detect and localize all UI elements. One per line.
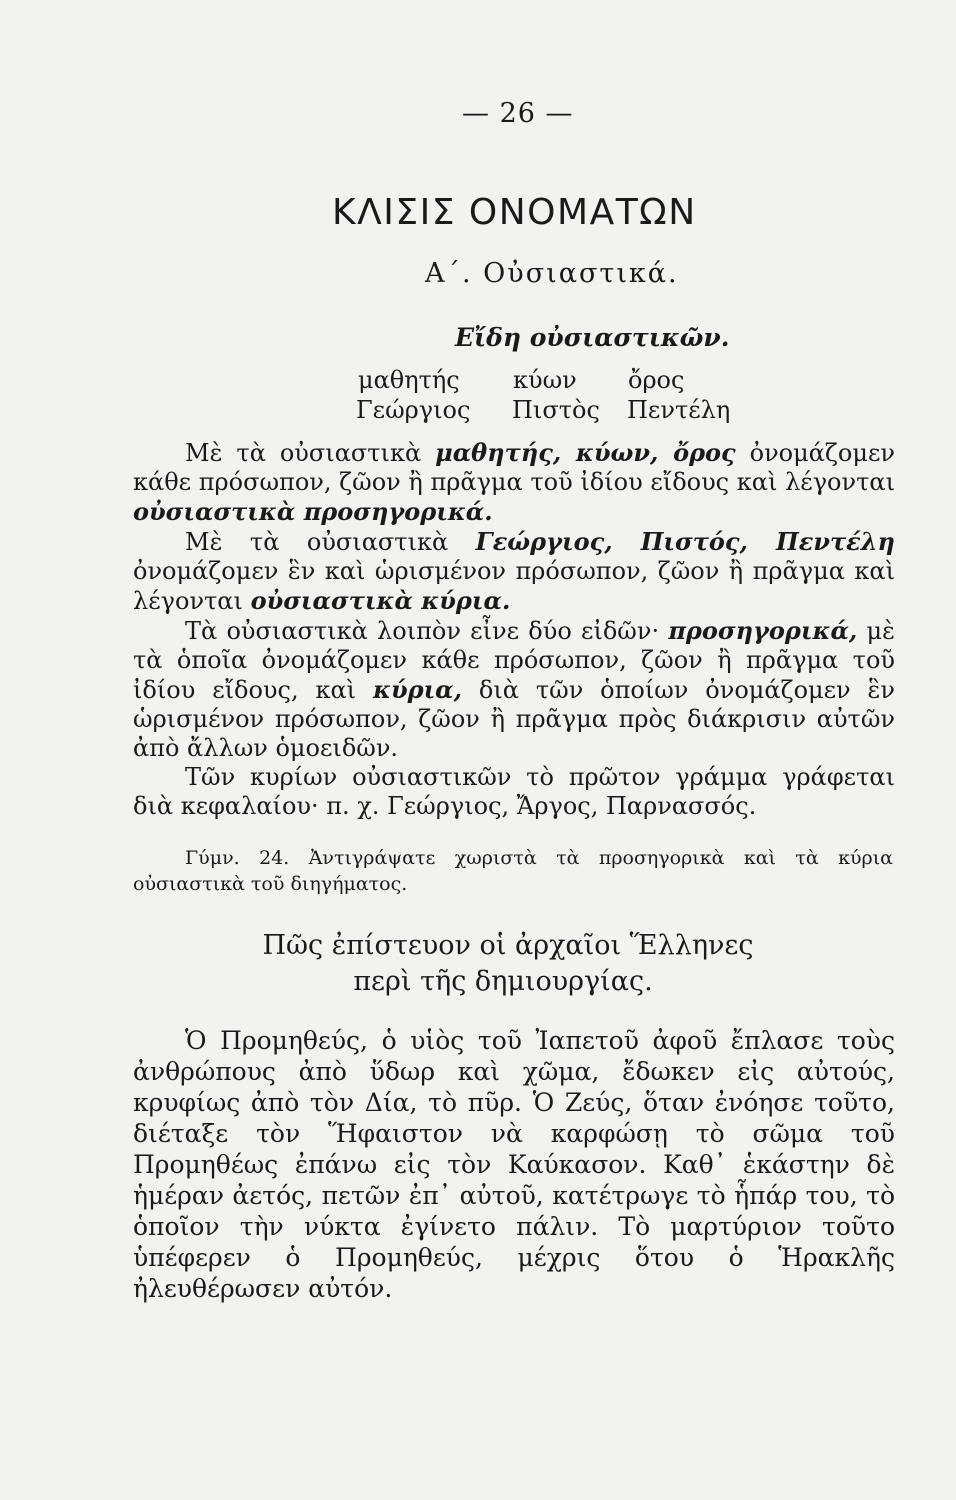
- text-run: Τῶν κυρίων οὐσιαστικῶν τὸ πρῶτον γράμμα γράφεται διὰ κεφαλαίου· π. χ. Γεώργιος, Ἄργος, Παρνασσός.: [133, 763, 895, 820]
- emphasis-text: κύρια,: [372, 675, 463, 704]
- example-word: ὄρος: [628, 366, 685, 394]
- story-title-line1: Πῶς ἐπίστευον οἱ ἀρχαῖοι Ἕλληνες: [262, 930, 754, 961]
- paragraph-proper-nouns: [133, 527, 895, 616]
- story-title-line2: περὶ τῆς δημιουργίας.: [353, 966, 653, 997]
- emphasis-text: προσηγορικά,: [668, 616, 858, 645]
- paragraph-capitalization: [133, 763, 895, 821]
- emphasis-text: μαθητής, κύων, ὄρος: [435, 438, 736, 467]
- text-run: ὀνομάζομεν κάθε πρόσωπον, ζῶον ἢ πρᾶγμα τοῦ ἰδίου εἴδους καὶ λέγονται: [133, 439, 896, 496]
- grammar-explanation: [133, 438, 895, 821]
- example-word: Γεώργιος: [356, 396, 471, 424]
- emphasis-text: οὐσιαστικὰ προσηγορικά.: [133, 497, 493, 526]
- subsection-title: Εἴδη οὐσιαστικῶν.: [455, 323, 730, 352]
- example-word: Πιστὸς: [512, 396, 600, 424]
- chapter-title: ΚΛΙΣΙΣ ΟΝΟΜΑΤΩΝ: [332, 192, 697, 233]
- paragraph-summary: [133, 616, 895, 763]
- text-run: Τὰ οὐσιαστικὰ λοιπὸν εἶνε δύο εἰδῶν·: [185, 617, 669, 645]
- text-run: Μὲ τὰ οὐσιαστικὰ: [185, 439, 436, 467]
- emphasis-text: Γεώργιος, Πιστός, Πεντέλη: [475, 527, 895, 556]
- section-title: Α΄. Οὐσιαστικά.: [425, 258, 679, 289]
- text-run: ὀνομάζομεν ἓν καὶ ὡρισμένον πρόσωπον, ζῶον ἢ πρᾶγμα καὶ λέγονται: [133, 557, 895, 615]
- exercise-text: Γύμν. 24. Ἀντιγράψατε χωριστὰ τὰ προσηγορικὰ καὶ τὰ κύρια οὐσιαστικὰ τοῦ διηγήματος.: [133, 847, 893, 895]
- emphasis-text: οὐσιαστικὰ κύρια.: [250, 586, 511, 615]
- text-run: διὰ τῶν ὁποίων ὀνομάζομεν ἓν ὡρισμένον πρόσωπον, ζῶον ἢ πρᾶγμα πρὸς διάκρισιν αὐτῶν ἀπὸ ἄλλων ὁμοειδῶν.: [133, 676, 895, 762]
- example-word: Πεντέλη: [627, 396, 731, 424]
- example-word: κύων: [513, 366, 577, 394]
- exercise-note: [133, 845, 893, 897]
- story-paragraph: Ὁ Προμηθεύς, ὁ υἱὸς τοῦ Ἰαπετοῦ ἀφοῦ ἔπλασε τοὺς ἀνθρώπους ἀπὸ ὕδωρ καὶ χῶμα, ἔδωκεν εἰς αὐτούς, κρυφίως ἀπὸ τὸν Δία, τὸ πῦρ. Ὁ Ζεύς, ὅταν ἐνόησε τοῦτο, διέταξε τὸν Ἥφαιστον νὰ καρφώσῃ τὸ σῶμα τοῦ Προμηθέως ἐπάνω εἰς τὸν Καύκασον. Καθ᾽ ἑκάστην δὲ ἡμέραν ἀετός, πετῶν ἐπ᾽ αὐτοῦ, κατέτρωγε τὸ ἧπάρ του, τὸ ὁποῖον τὴν νύκτα ἐγίνετο πάλιν. Τὸ μαρτύριον τοῦτο ὑπέφερεν ὁ Προμηθεύς, μέχρις ὅτου ὁ Ἡρακλῆς ἠλευθέρωσεν αὐτόν.: [133, 1026, 895, 1303]
- story-body: [133, 1025, 895, 1304]
- text-run: μὲ τὰ ὁποῖα ὀνομάζομεν κάθε πρόσωπον, ζῶον ἢ πρᾶγμα τοῦ ἰδίου εἴδους, καὶ: [133, 617, 896, 704]
- paragraph-common-nouns: [133, 438, 895, 527]
- text-run: Μὲ τὰ οὐσιαστικὰ: [185, 528, 476, 556]
- example-word: μαθητής: [358, 366, 460, 394]
- page-number: — 26 —: [462, 98, 574, 129]
